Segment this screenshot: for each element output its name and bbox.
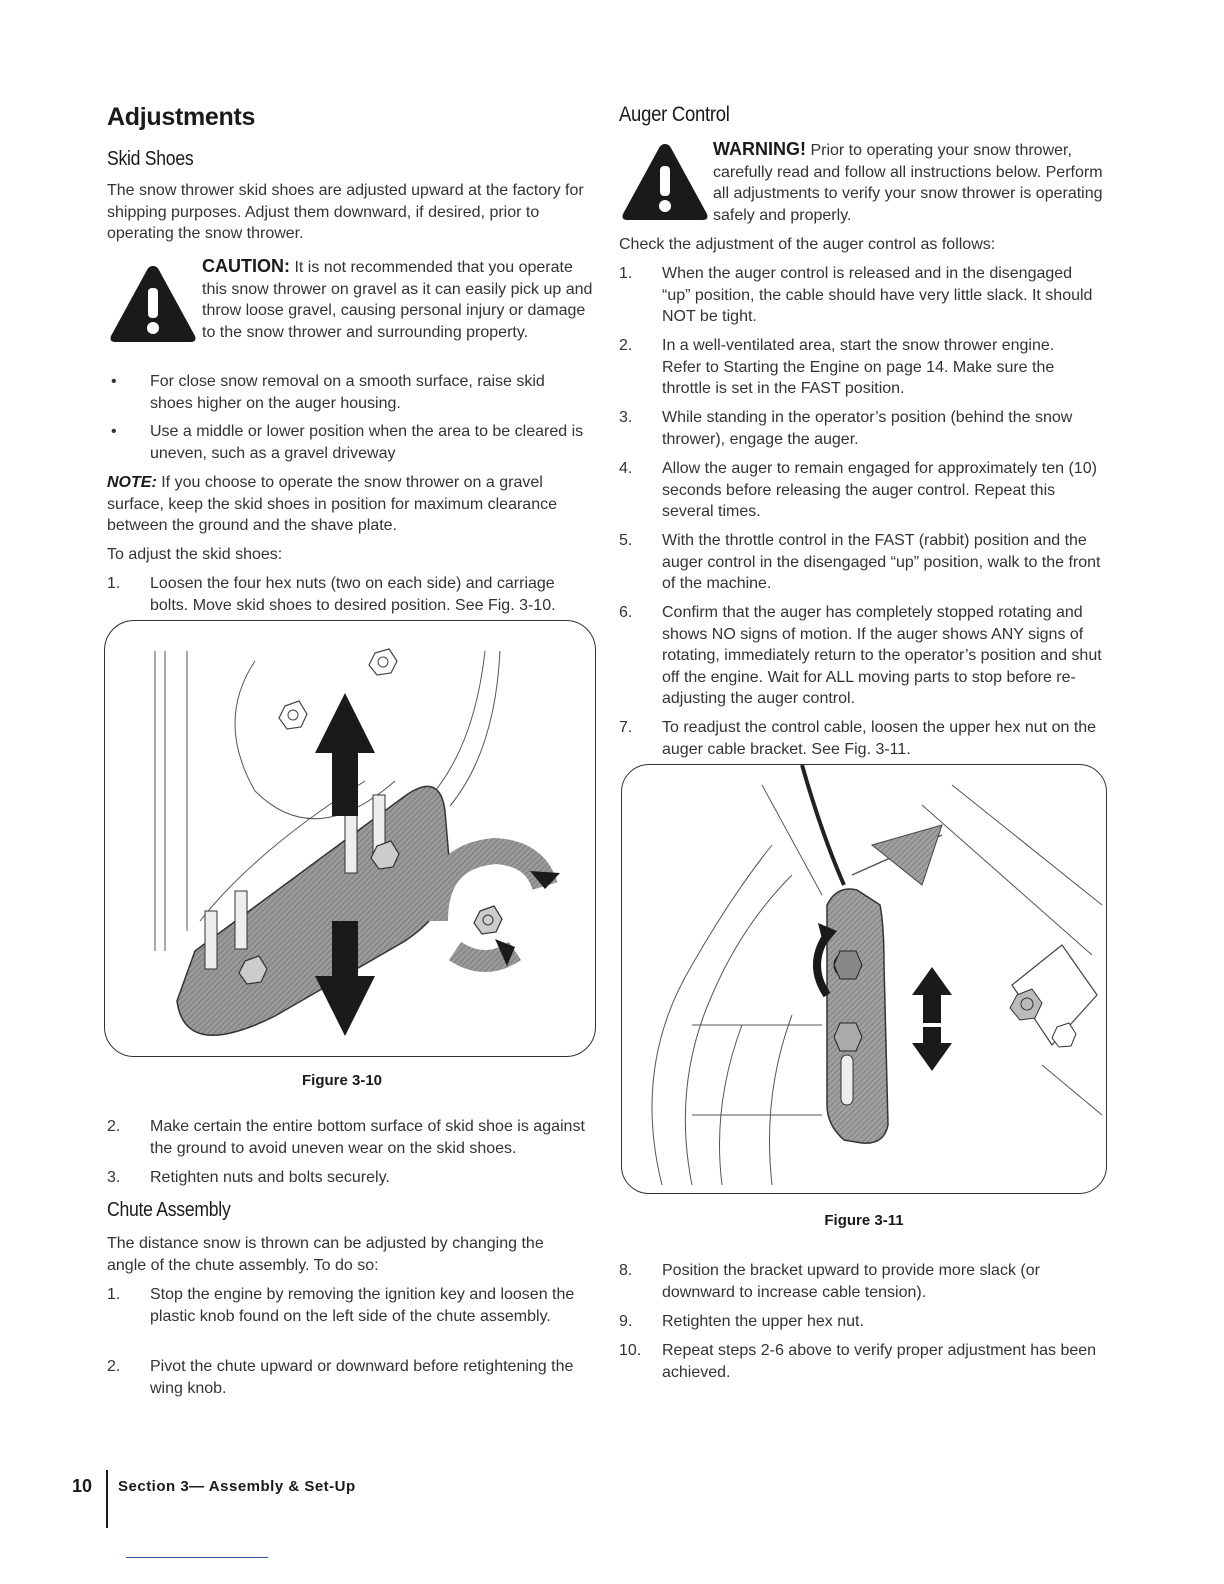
auger-cable-bracket-illustration <box>622 765 1107 1194</box>
figure-3-10-caption: Figure 3-10 <box>301 1072 383 1089</box>
chute-assembly-title: Chute Assembly <box>107 1199 231 1221</box>
note-body: If you choose to operate the snow thrower on a gravel surface, keep the skid shoes in position for maximum clearance between the ground and the shave plate. <box>107 474 557 534</box>
skid-shoes-intro: The snow thrower skid shoes are adjusted upward at the factory for shipping purposes. Adjust them downward, if desired, prior to operating the snow thrower. <box>107 182 584 242</box>
warning-body: Prior to operating your snow thrower, carefully read and follow all instructions below. Perform all adjustments to verify your snow thrower is operating safely and properly. <box>713 142 1103 224</box>
footer-divider <box>106 1470 108 1528</box>
caution-warning-icon <box>107 262 199 346</box>
auger-control-title: Auger Control <box>619 103 730 126</box>
warning-lead: WARNING! <box>713 139 806 159</box>
warning-icon <box>619 140 711 224</box>
skid-shoes-title: Skid Shoes <box>107 148 194 170</box>
caution-text <box>202 256 597 343</box>
page-number: 10 <box>72 1476 93 1496</box>
chute-intro: The distance snow is thrown can be adjusted by changing the angle of the chute assembly. To do so: <box>107 1235 544 1274</box>
section-heading: Adjustments <box>107 103 256 131</box>
figure-3-11-caption: Figure 3-11 <box>824 1212 904 1229</box>
footer-rule <box>126 1557 268 1558</box>
figure-3-11 <box>621 764 1107 1194</box>
skid-shoe-illustration <box>105 621 596 1057</box>
warning-text <box>713 139 1109 226</box>
caution-lead: CAUTION: <box>202 256 290 276</box>
footer-section-title: Section 3— Assembly & Set-Up <box>118 1478 356 1495</box>
caution-body: It is not recommended that you operate this snow thrower on gravel as it can easily pick up and throw loose gravel, causing personal injury or damage to the snow thrower and surrounding property. <box>202 259 593 341</box>
note-lead: NOTE: <box>107 474 157 491</box>
skid-note <box>107 472 582 537</box>
figure-3-10 <box>104 620 596 1057</box>
to-adjust-label: To adjust the skid shoes: <box>107 546 283 563</box>
check-label: Check the adjustment of the auger control as follows: <box>619 236 996 253</box>
